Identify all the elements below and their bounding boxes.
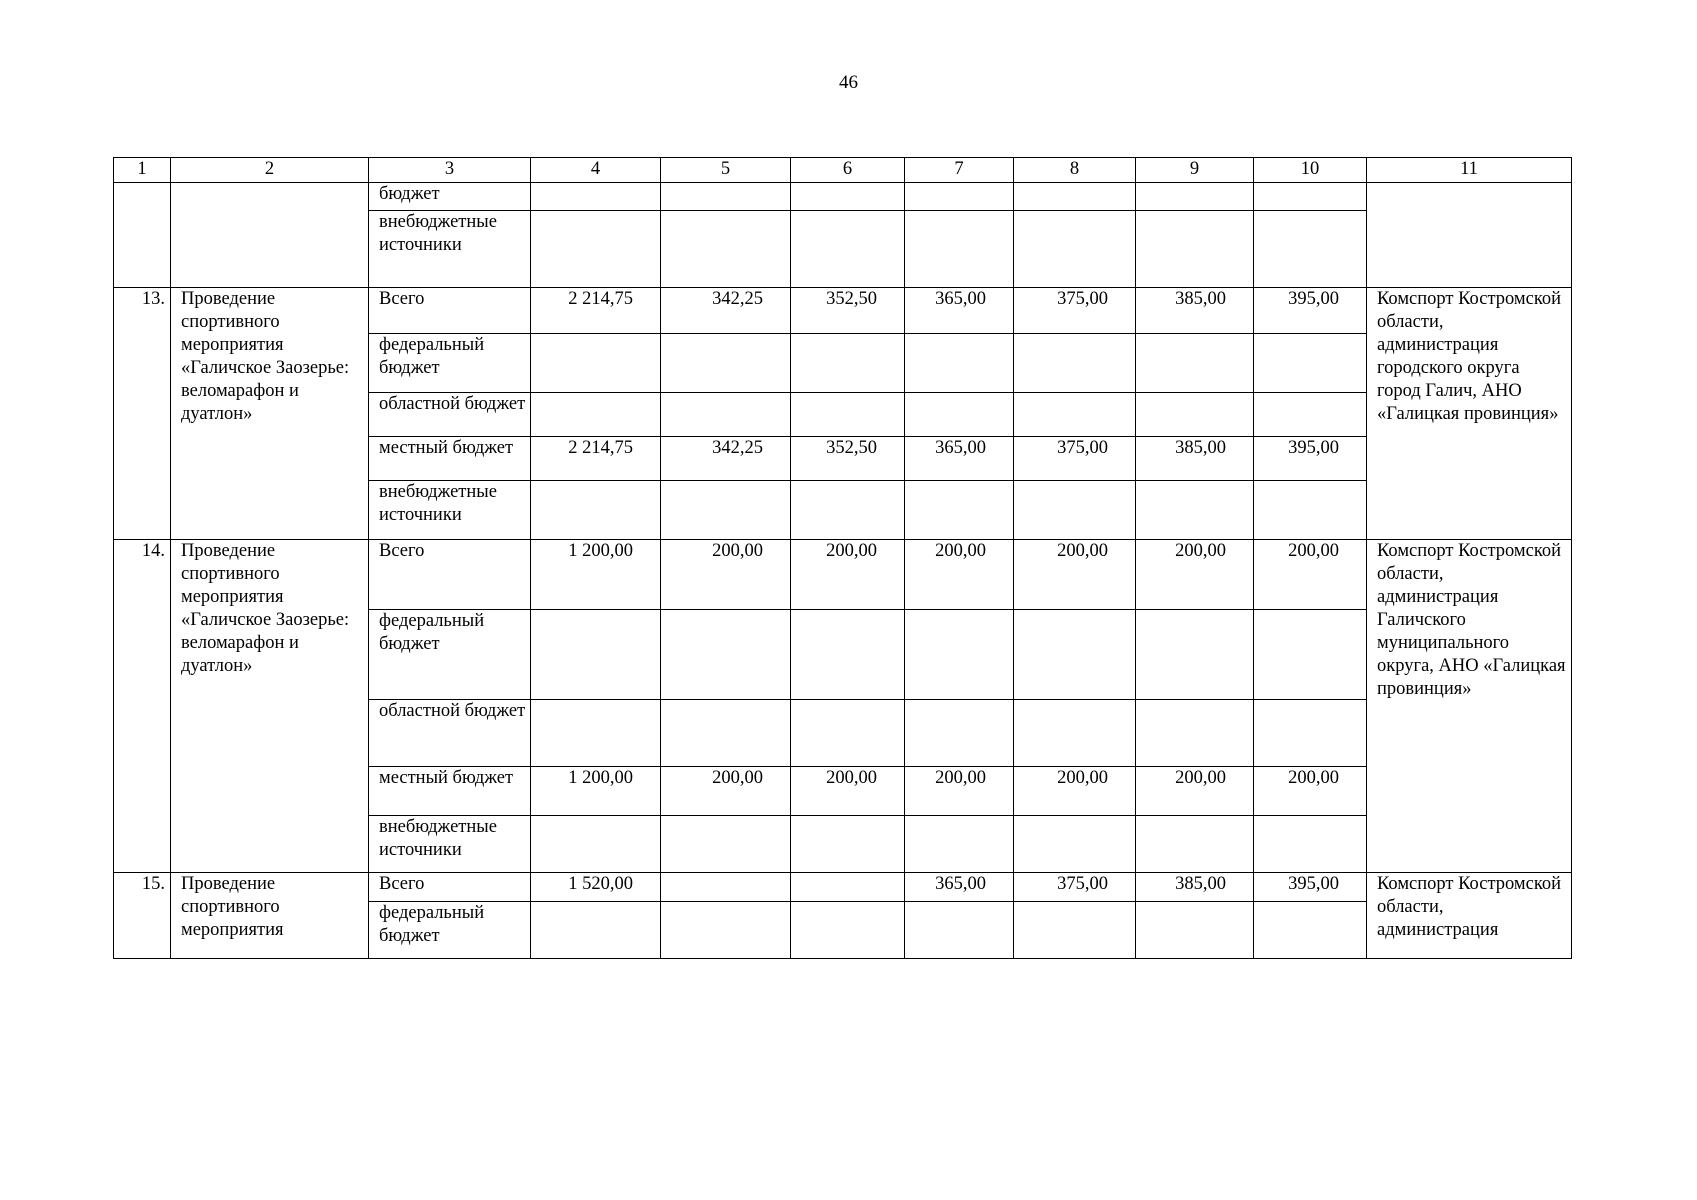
- amount-cell: [661, 334, 791, 393]
- funding-source-cell: внебюджетные источники: [369, 481, 531, 540]
- amount-cell: 395,00: [1254, 437, 1367, 481]
- amount-cell: 352,50: [791, 437, 905, 481]
- funding-source-cell: местный бюджет: [369, 437, 531, 481]
- amount-cell: 365,00: [905, 873, 1014, 902]
- column-number: 7: [905, 158, 1014, 183]
- amount-cell: [661, 610, 791, 700]
- amount-cell: 385,00: [1136, 437, 1254, 481]
- funding-source-cell: областной бюджет: [369, 700, 531, 767]
- amount-cell: 200,00: [1254, 540, 1367, 610]
- table-row: [114, 540, 1572, 610]
- amount-cell: [1136, 183, 1254, 211]
- amount-cell: 375,00: [1014, 288, 1136, 334]
- page-number: 46: [839, 72, 858, 93]
- entry-number-cell: [114, 183, 171, 288]
- funding-source-cell: Всего: [369, 540, 531, 610]
- amount-cell: [1014, 816, 1136, 873]
- amount-cell: 385,00: [1136, 288, 1254, 334]
- amount-cell: [791, 610, 905, 700]
- amount-cell: [905, 334, 1014, 393]
- amount-cell: [661, 183, 791, 211]
- entry-number-cell: 14.: [114, 540, 171, 873]
- column-number: 6: [791, 158, 905, 183]
- amount-cell: [791, 902, 905, 959]
- amount-cell: [661, 902, 791, 959]
- amount-cell: [1014, 393, 1136, 437]
- executor-cell: Комспорт Костромской области, администрация: [1367, 873, 1572, 959]
- column-number: 3: [369, 158, 531, 183]
- amount-cell: [1254, 334, 1367, 393]
- amount-cell: [791, 211, 905, 288]
- amount-cell: [1014, 334, 1136, 393]
- amount-cell: 200,00: [661, 767, 791, 816]
- amount-cell: [1254, 211, 1367, 288]
- amount-cell: [531, 481, 661, 540]
- amount-cell: [1014, 902, 1136, 959]
- amount-cell: [661, 816, 791, 873]
- amount-cell: 342,25: [661, 288, 791, 334]
- funding-source-cell: бюджет: [369, 183, 531, 211]
- amount-cell: [791, 393, 905, 437]
- amount-cell: 1 200,00: [531, 540, 661, 610]
- amount-cell: 200,00: [905, 540, 1014, 610]
- funding-source-cell: Всего: [369, 288, 531, 334]
- amount-cell: [791, 816, 905, 873]
- funding-source-cell: местный бюджет: [369, 767, 531, 816]
- budget-table: [113, 157, 1572, 959]
- amount-cell: 200,00: [791, 540, 905, 610]
- amount-cell: [661, 873, 791, 902]
- amount-cell: [1254, 816, 1367, 873]
- amount-cell: [661, 481, 791, 540]
- funding-source-cell: федеральный бюджет: [369, 334, 531, 393]
- amount-cell: [1136, 393, 1254, 437]
- entry-name-cell: Проведение спортивного мероприятия: [171, 873, 369, 959]
- executor-cell: Комспорт Костромской области, администрация Галичского муниципального округа, АНО «Галицкая провинция»: [1367, 540, 1572, 873]
- amount-cell: [905, 816, 1014, 873]
- executor-cell: Комспорт Костромской области, администрация городского округа город Галич, АНО «Галицкая провинция»: [1367, 288, 1572, 540]
- amount-cell: [1136, 481, 1254, 540]
- amount-cell: [531, 902, 661, 959]
- amount-cell: [905, 481, 1014, 540]
- amount-cell: [1136, 610, 1254, 700]
- amount-cell: [531, 816, 661, 873]
- amount-cell: [1254, 902, 1367, 959]
- amount-cell: [905, 183, 1014, 211]
- amount-cell: [1254, 481, 1367, 540]
- funding-source-cell: внебюджетные источники: [369, 816, 531, 873]
- amount-cell: 200,00: [791, 767, 905, 816]
- amount-cell: [1014, 700, 1136, 767]
- amount-cell: [1014, 183, 1136, 211]
- executor-cell: [1367, 183, 1572, 288]
- entry-name-cell: Проведение спортивного мероприятия «Галичское Заозерье: веломарафон и дуатлон»: [171, 540, 369, 873]
- amount-cell: 200,00: [1014, 540, 1136, 610]
- table-row: [114, 183, 1572, 211]
- column-number: 11: [1367, 158, 1572, 183]
- amount-cell: [1014, 610, 1136, 700]
- column-number: 2: [171, 158, 369, 183]
- column-number: 9: [1136, 158, 1254, 183]
- amount-cell: [661, 211, 791, 288]
- amount-cell: 395,00: [1254, 873, 1367, 902]
- amount-cell: [1136, 700, 1254, 767]
- amount-cell: [531, 610, 661, 700]
- amount-cell: 200,00: [1254, 767, 1367, 816]
- table-row: [114, 288, 1572, 334]
- amount-cell: [531, 334, 661, 393]
- column-number: 10: [1254, 158, 1367, 183]
- amount-cell: [905, 610, 1014, 700]
- column-number: 1: [114, 158, 171, 183]
- amount-cell: [791, 481, 905, 540]
- amount-cell: [1014, 211, 1136, 288]
- amount-cell: [1136, 902, 1254, 959]
- amount-cell: 395,00: [1254, 288, 1367, 334]
- amount-cell: [905, 902, 1014, 959]
- amount-cell: [531, 183, 661, 211]
- entry-name-cell: [171, 183, 369, 288]
- column-number: 4: [531, 158, 661, 183]
- funding-source-cell: Всего: [369, 873, 531, 902]
- entry-number-cell: 13.: [114, 288, 171, 540]
- funding-source-cell: внебюджетные источники: [369, 211, 531, 288]
- amount-cell: [1136, 211, 1254, 288]
- column-number: 8: [1014, 158, 1136, 183]
- amount-cell: 385,00: [1136, 873, 1254, 902]
- funding-source-cell: федеральный бюджет: [369, 610, 531, 700]
- amount-cell: 200,00: [661, 540, 791, 610]
- amount-cell: 375,00: [1014, 873, 1136, 902]
- amount-cell: 352,50: [791, 288, 905, 334]
- amount-cell: [905, 211, 1014, 288]
- amount-cell: 200,00: [1014, 767, 1136, 816]
- funding-source-cell: областной бюджет: [369, 393, 531, 437]
- amount-cell: [1254, 700, 1367, 767]
- amount-cell: 342,25: [661, 437, 791, 481]
- entry-number-cell: 15.: [114, 873, 171, 959]
- amount-cell: [661, 393, 791, 437]
- amount-cell: 2 214,75: [531, 437, 661, 481]
- amount-cell: [1014, 481, 1136, 540]
- entry-name-cell: Проведение спортивного мероприятия «Галичское Заозерье: веломарафон и дуатлон»: [171, 288, 369, 540]
- amount-cell: [1136, 334, 1254, 393]
- amount-cell: [791, 873, 905, 902]
- column-number-row: [114, 158, 1572, 183]
- amount-cell: 365,00: [905, 288, 1014, 334]
- amount-cell: [531, 393, 661, 437]
- amount-cell: 200,00: [1136, 540, 1254, 610]
- column-number: 5: [661, 158, 791, 183]
- amount-cell: [791, 700, 905, 767]
- amount-cell: [531, 211, 661, 288]
- amount-cell: 1 520,00: [531, 873, 661, 902]
- amount-cell: [905, 700, 1014, 767]
- amount-cell: 2 214,75: [531, 288, 661, 334]
- amount-cell: 1 200,00: [531, 767, 661, 816]
- amount-cell: 375,00: [1014, 437, 1136, 481]
- amount-cell: 200,00: [1136, 767, 1254, 816]
- amount-cell: [791, 334, 905, 393]
- table-row: [114, 873, 1572, 902]
- amount-cell: [531, 700, 661, 767]
- amount-cell: [1254, 393, 1367, 437]
- amount-cell: [1136, 816, 1254, 873]
- amount-cell: [905, 393, 1014, 437]
- funding-source-cell: федеральный бюджет: [369, 902, 531, 959]
- amount-cell: [1254, 183, 1367, 211]
- amount-cell: [791, 183, 905, 211]
- amount-cell: [1254, 610, 1367, 700]
- amount-cell: 365,00: [905, 437, 1014, 481]
- amount-cell: 200,00: [905, 767, 1014, 816]
- amount-cell: [661, 700, 791, 767]
